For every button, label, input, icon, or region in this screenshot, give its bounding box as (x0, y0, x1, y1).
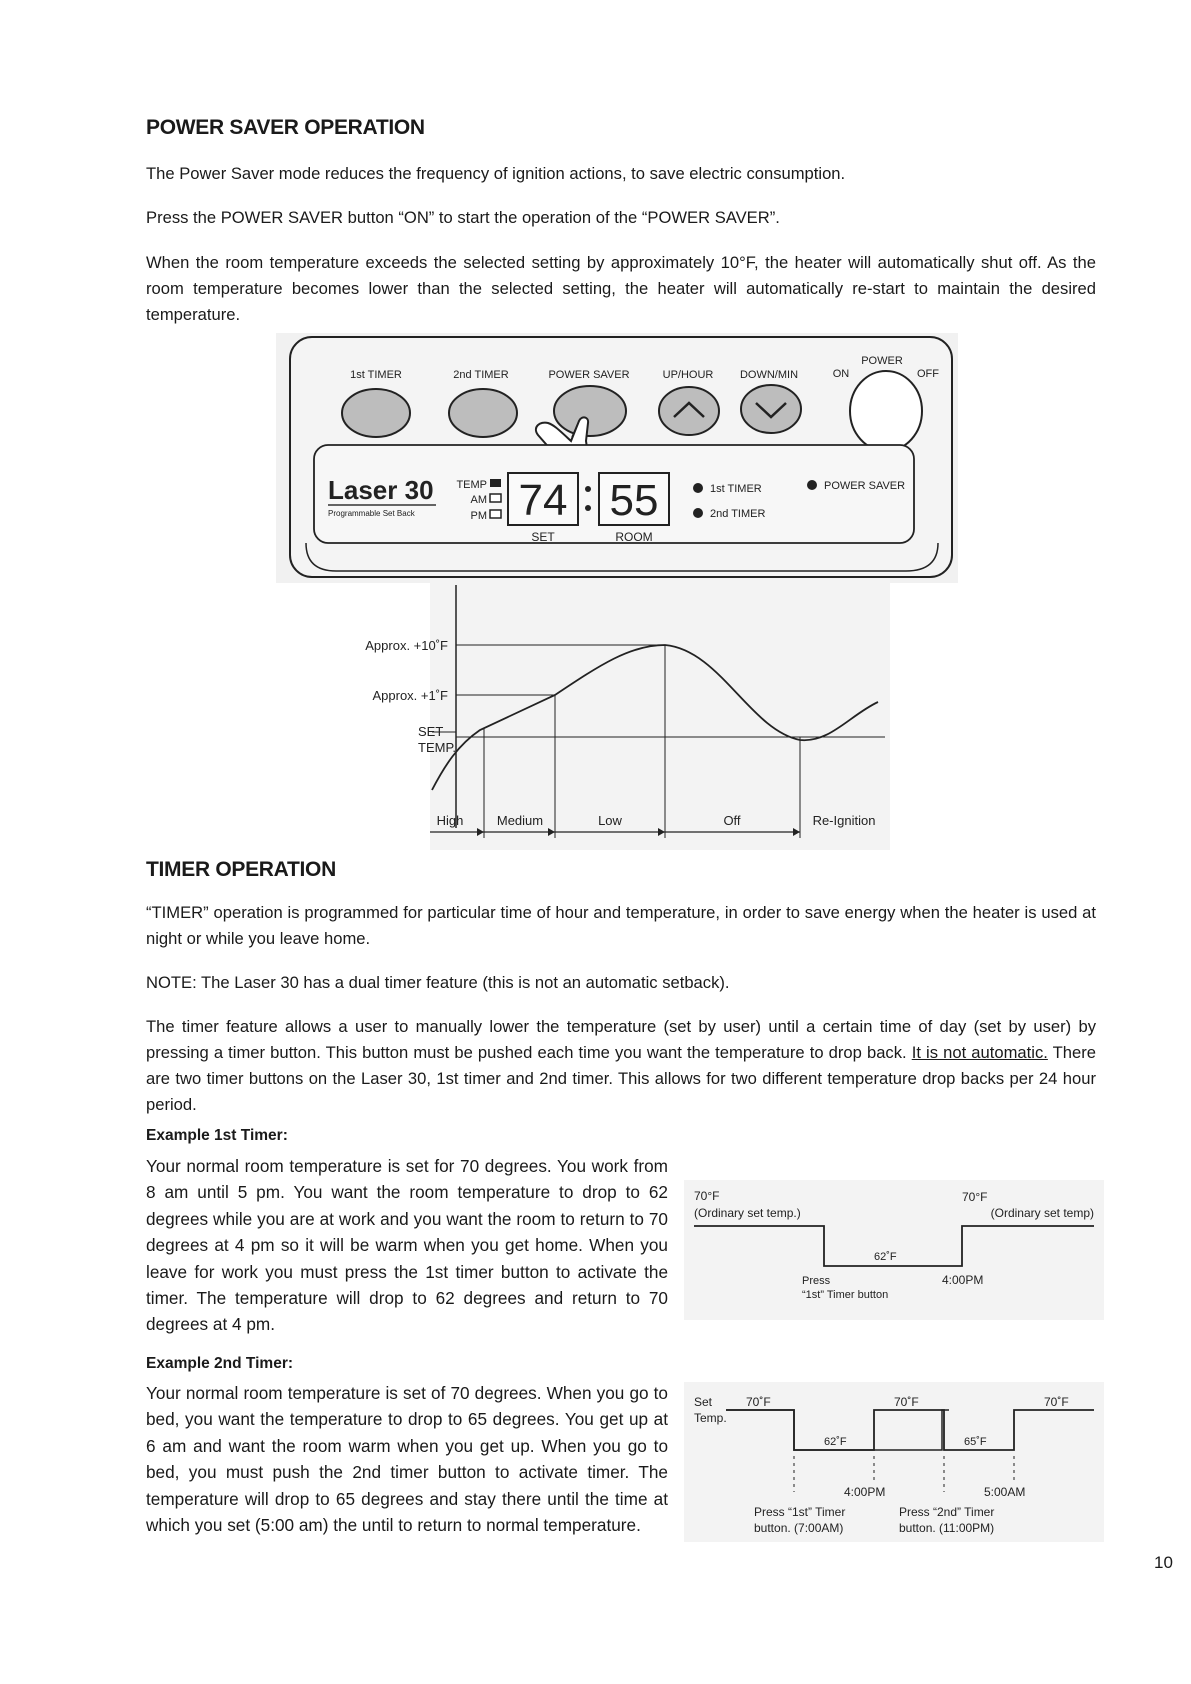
second-chart-set: Set (694, 1395, 713, 1409)
set-display-label: SET (531, 530, 555, 544)
example-2-text: Your normal room temperature is set of 70 degrees. When you go to bed, you want the temperature to drop to 65 degrees. You get up at 6 am and want the room warm when you get up. When you go to bed, you must push the 2nd timer button to activate timer. The temperature will drop to 65 degrees and stay there until the time at which you set (5:00 am) the until to return to normal temperature. (146, 1383, 668, 1536)
page-number: 10 (1154, 1553, 1173, 1572)
example-2-title: Example 2nd Timer: (146, 1355, 294, 1372)
y-label-set: SET (418, 724, 444, 739)
first-chart-low-temp: 62˚F (874, 1251, 897, 1263)
second-chart-press2: Press “2nd” Timer (899, 1505, 995, 1519)
first-timer-chart (684, 1180, 1104, 1320)
second-chart-t3: 70˚F (1044, 1395, 1069, 1409)
second-chart-time1: 4:00PM (844, 1485, 886, 1499)
timer-heading: TIMER OPERATION (146, 858, 336, 881)
second-timer-chart (684, 1382, 1104, 1542)
phase-label-high: High (436, 813, 464, 828)
not-automatic-emphasis: It is not automatic. (911, 1043, 1048, 1062)
room-display-value: 55 (609, 476, 659, 525)
indicator-am-label: AM (470, 494, 487, 506)
first-chart-press-button: “1st” Timer button (802, 1289, 889, 1301)
led-power-saver (807, 480, 817, 490)
power-saver-intro: The Power Saver mode reduces the frequency of ignition actions, to save electric consumption. (146, 164, 846, 183)
second-chart-low1: 62˚F (824, 1436, 847, 1448)
power-saver-instruction: Press the POWER SAVER button “ON” to start the operation of the “POWER SAVER”. (146, 208, 780, 227)
indicator-temp-label: TEMP (456, 479, 487, 491)
button-1st-timer[interactable] (342, 389, 410, 437)
button-power[interactable] (850, 371, 922, 451)
led-1st-timer (693, 483, 703, 493)
y-label-temp: TEMP. (418, 740, 457, 755)
room-display-label: ROOM (615, 530, 653, 544)
led-1st-timer-label: 1st TIMER (710, 483, 762, 495)
phase-label-low: Low (598, 813, 622, 828)
label-up-hour: UP/HOUR (662, 369, 714, 381)
led-2nd-timer (693, 508, 703, 518)
indicator-am-led (490, 494, 501, 502)
label-power-on: ON (832, 368, 850, 380)
phase-label-medium: Medium (496, 813, 544, 828)
y-label-1f: Approx. +1˚F (372, 688, 448, 703)
led-2nd-timer-label: 2nd TIMER (710, 508, 766, 520)
button-down-min[interactable] (741, 385, 801, 433)
second-chart-t2: 70˚F (894, 1395, 919, 1409)
timer-note: NOTE: The Laser 30 has a dual timer feature (this is not an automatic setback). (146, 973, 730, 992)
second-chart-press2b: button. (11:00PM) (899, 1521, 995, 1535)
brand-logo: Laser 30 (328, 475, 434, 505)
second-chart-press1: Press “1st” Timer (754, 1505, 846, 1519)
first-chart-left-note: (Ordinary set temp.) (694, 1206, 801, 1220)
control-panel-illustration (276, 333, 958, 583)
power-saver-heading: POWER SAVER OPERATION (146, 116, 425, 139)
first-chart-right-temp: 70°F (962, 1190, 988, 1204)
label-1st-timer: 1st TIMER (350, 369, 402, 381)
second-chart-t1: 70˚F (746, 1395, 771, 1409)
label-power-saver: POWER SAVER (548, 369, 630, 381)
button-power-saver[interactable] (554, 386, 626, 436)
indicator-temp-led (490, 479, 501, 487)
indicator-pm-label: PM (470, 510, 487, 522)
label-power: POWER (861, 355, 903, 367)
indicator-pm-led (490, 510, 501, 518)
led-power-saver-label: POWER SAVER (824, 480, 906, 492)
timer-description: The timer feature allows a user to manually lower the temperature (set by user) until a certain time of day (set by user) by pressing a timer button. This button must be pushed each time you want the temperature to drop back. It is not automatic. There are two timer buttons on the Laser 30, 1st timer and 2nd timer. This allows for two different temperature drop backs per 24 hour period. (146, 1017, 1097, 1114)
timer-intro: “TIMER” operation is programmed for particular time of hour and temperature, in order to save energy when the heater is used at night or while you leave home. (146, 903, 1096, 948)
phase-label-off: Off (723, 813, 741, 828)
label-down-min: DOWN/MIN (739, 369, 799, 381)
power-saver-curve-chart (330, 580, 890, 850)
button-2nd-timer[interactable] (449, 389, 517, 437)
y-label-10f: Approx. +10˚F (365, 638, 448, 653)
first-chart-time: 4:00PM (942, 1273, 984, 1287)
label-2nd-timer: 2nd TIMER (453, 369, 509, 381)
label-power-off: OFF (917, 368, 939, 380)
example-1-text: Your normal room temperature is set for 70 degrees. You work from 8 am until 5 pm. You want the room temperature to drop to 62 degrees while you are at work and you want the room to return to 70 degrees at 4 pm so it will be warm when you get home. When you leave for work you must press the 1st timer button to activate the timer. The temperature will drop to 62 degrees and return to 70 degrees at 4 pm. (146, 1156, 668, 1335)
second-chart-press1b: button. (7:00AM) (754, 1521, 844, 1535)
brand-subtitle: Programmable Set Back (328, 509, 415, 518)
second-chart-low2: 65˚F (964, 1436, 987, 1448)
button-up-hour[interactable] (659, 387, 719, 435)
set-display-value: 74 (518, 476, 568, 525)
second-chart-temp: Temp. (694, 1411, 727, 1425)
first-chart-press: Press (802, 1275, 831, 1287)
power-saver-description: When the room temperature exceeds the selected setting by approximately 10°F, the heater will automatically shut off. As the room temperature becomes lower than the selected setting, the heater will automatically re-start to maintain the desired temperature. (146, 253, 1096, 324)
first-chart-right-note: (Ordinary set temp) (990, 1206, 1094, 1220)
second-chart-time2: 5:00AM (984, 1485, 1026, 1499)
example-1-title: Example 1st Timer: (146, 1127, 288, 1144)
first-chart-left-temp: 70°F (694, 1189, 720, 1203)
phase-label-re-ignition: Re-Ignition (812, 813, 876, 828)
